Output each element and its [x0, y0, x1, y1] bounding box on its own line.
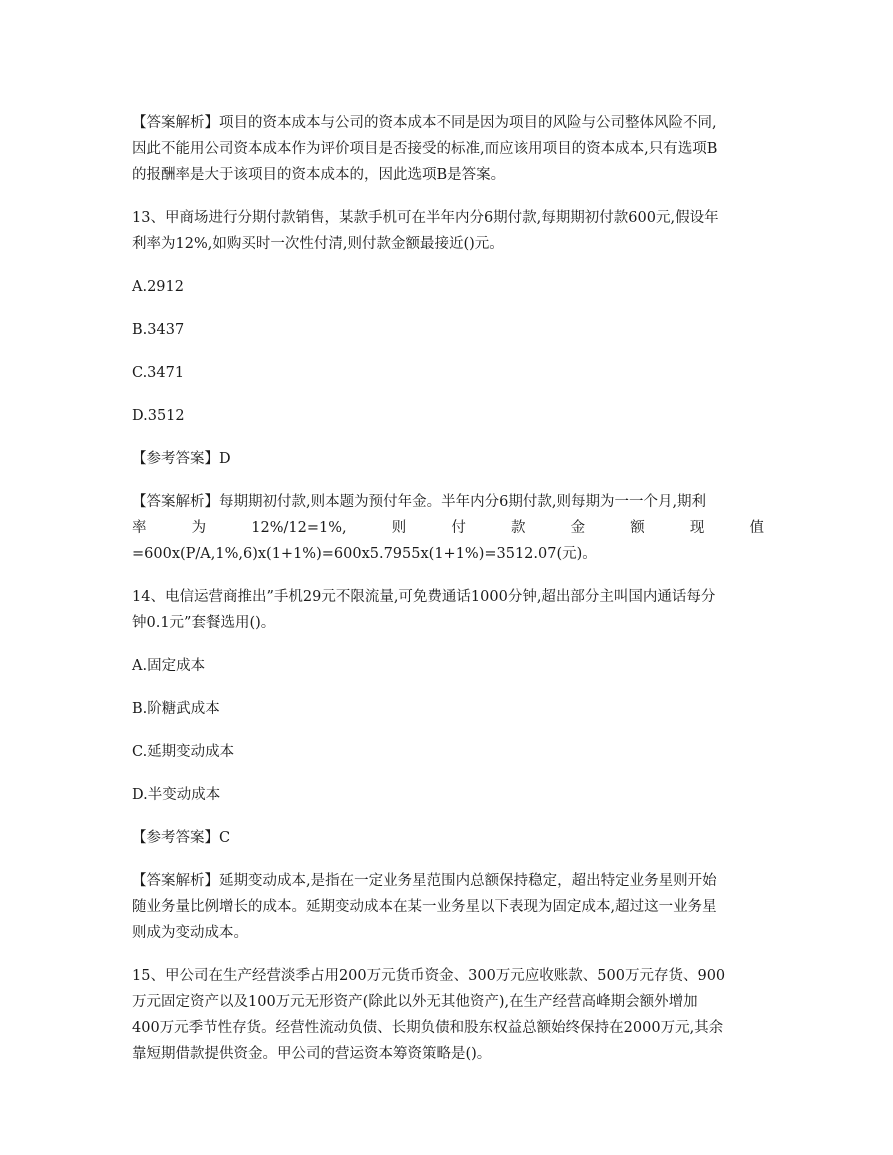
text-line: 13、甲商场进行分期付款销售，某款手机可在半年内分6期付款,每期期初付款600元,假设年: [132, 210, 719, 226]
text-line: 钟0.1元”套餐选用()。: [132, 615, 276, 631]
text-line: 随业务量比例增长的成本。延期变动成本在某一业务星以下表现为固定成本,超过这一业务星: [132, 899, 717, 915]
token: 现: [689, 520, 705, 536]
text-line: 【答案解析】每期期初付款,则本题为预付年金。半年内分6期付款,则每期为一一个月,期利: [132, 494, 707, 510]
text-line: 14、电信运营商推出”手机29元不限流量,可免费通话1000分钟,超出部分主叫国内通话每分: [132, 589, 716, 605]
text-line: 400万元季节性存货。经营性流动负债、长期负债和股东权益总额始终保持在2000万元,其余: [132, 1020, 724, 1036]
text-line: 【答案解析】延期变动成本,是指在一定业务星范围内总额保持稳定，超出特定业务星则开始: [132, 873, 717, 889]
option-a-13: A.2912: [132, 279, 184, 295]
option-d-13: D.3512: [132, 408, 185, 424]
token: 付: [451, 520, 466, 536]
option-c-13: C.3471: [132, 365, 185, 381]
option-d-14: D.半变动成本: [132, 787, 221, 803]
option-a-14: A.固定成本: [132, 658, 206, 674]
spread-text-line: [132, 515, 764, 541]
option-b-14: B.阶糖武成本: [132, 701, 220, 717]
text-line: 因此不能用公司资本成本作为评价项目是否接受的标准,而应该用项目的资本成本,只有选项B: [132, 141, 718, 157]
text-line: =600x(P/A,1%,6)x(1+1%)=600x5.7955x(1+1%)=3512.07(元)。: [132, 546, 597, 562]
token: 率: [132, 520, 147, 536]
question-14: [132, 584, 764, 636]
document-page: [132, 110, 764, 1084]
question-15: [132, 963, 764, 1067]
text-line: 则成为变动成本。: [132, 925, 248, 941]
option-c-14: C.延期变动成本: [132, 744, 235, 760]
answer-analysis-13: [132, 489, 764, 567]
reference-answer-14: 【参考答案】C: [132, 830, 231, 846]
text-line: 靠短期借款提供资金。甲公司的营运资本筹资策略是()。: [132, 1046, 492, 1062]
text-line: 【答案解析】项目的资本成本与公司的资本成本不同是因为项目的风险与公司整体风险不同,: [132, 115, 717, 131]
text-line: 的报酬率是大于该项目的资本成本的，因此选项B是答案。: [132, 167, 506, 183]
token: 款: [510, 520, 526, 536]
text-line: 万元固定资产以及100万元无形资产(除此以外无其他资产),在生产经营高峰期会额外增加: [132, 994, 698, 1010]
question-13: [132, 205, 764, 257]
token: 值: [749, 520, 764, 536]
token: 为: [191, 520, 207, 536]
token: 金: [570, 520, 586, 536]
token: 额: [630, 520, 645, 536]
reference-answer-13: 【参考答案】D: [132, 451, 231, 467]
answer-analysis-12: [132, 110, 764, 188]
token: 12%/12=1%,: [251, 520, 347, 536]
text-line: 利率为12%,如购买时一次性付清,则付款金额最接近()元。: [132, 236, 504, 252]
token: 则: [391, 520, 407, 536]
option-b-13: B.3437: [132, 322, 185, 338]
answer-analysis-14: [132, 868, 764, 946]
text-line: 15、甲公司在生产经营淡季占用200万元货币资金、300万元应收账款、500万元存货、900: [132, 968, 726, 984]
